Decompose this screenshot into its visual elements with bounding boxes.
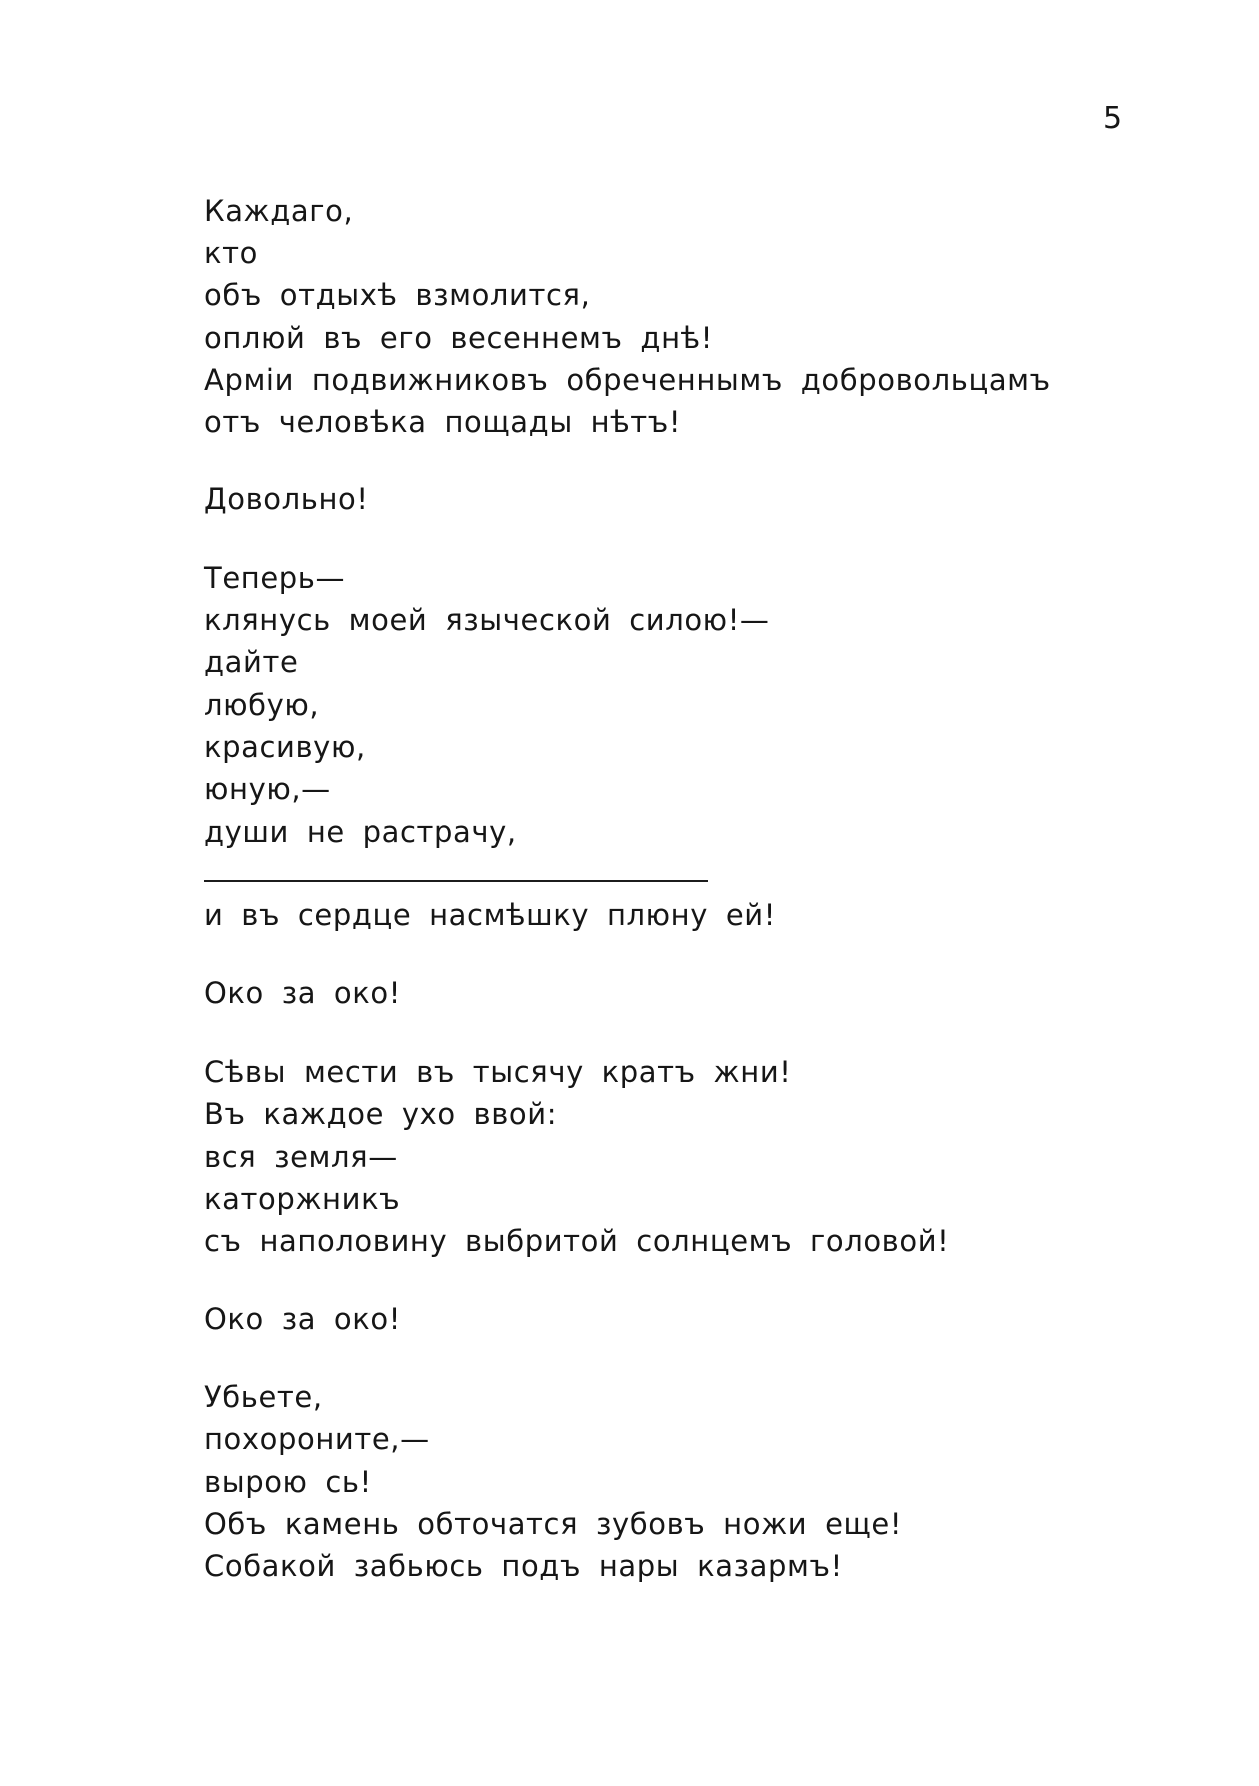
poem-line: и въ сердце насмѣшку плюну ей! — [204, 898, 776, 932]
poem-line: похороните,— — [204, 1422, 430, 1456]
poem-line: Убьете, — [204, 1380, 323, 1414]
poem-line: вырою сь! — [204, 1465, 372, 1499]
poem-line: съ наполовину выбритой солнцемъ головой! — [204, 1224, 950, 1258]
poem-line: Око за око! — [204, 1302, 401, 1336]
poem-line: вся земля— — [204, 1140, 398, 1174]
horizontal-rule — [204, 880, 708, 882]
poem-line: Арміи подвижниковъ обреченнымъ добровольцамъ — [204, 363, 1051, 397]
poem-line: Объ камень обточатся зубовъ ножи еще! — [204, 1507, 903, 1541]
poem-line: Каждаго, — [204, 194, 354, 228]
poem-line: Собакой забьюсь подъ нары казармъ! — [204, 1549, 843, 1583]
poem-line: каторжникъ — [204, 1182, 401, 1216]
poem-line: дайте — [204, 645, 299, 679]
poem-line: любую, — [204, 688, 320, 722]
poem-line: кто — [204, 236, 258, 270]
poem-line: Око за око! — [204, 976, 401, 1010]
page-number: 5 — [1103, 101, 1123, 136]
poem-line: объ отдыхѣ взмолится, — [204, 278, 591, 312]
poem-line: Сѣвы мести въ тысячу кратъ жни! — [204, 1055, 792, 1089]
poem-line: красивую, — [204, 730, 366, 764]
poem-line: Въ каждое ухо ввой: — [204, 1097, 558, 1131]
poem-line: души не растрачу, — [204, 815, 517, 849]
poem-line: Довольно! — [204, 482, 369, 516]
poem-line: Теперь— — [204, 561, 346, 595]
poem-line: отъ человѣка пощады нѣтъ! — [204, 405, 682, 439]
poem-line: оплюй въ его весеннемъ днѣ! — [204, 321, 713, 355]
poem-line: клянусь моей языческой силою!— — [204, 603, 770, 637]
poem-line: юную,— — [204, 772, 331, 806]
